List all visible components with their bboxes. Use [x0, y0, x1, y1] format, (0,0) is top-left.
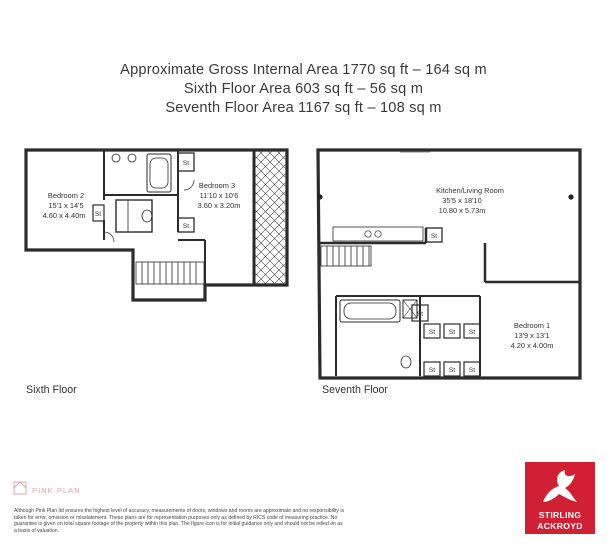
kitchen-living-name: Kitchen/Living Room: [436, 186, 504, 195]
bedroom-1-imperial: 13'9 x 13'1: [514, 331, 550, 340]
bedroom-1-name: Bedroom 1: [513, 321, 551, 330]
sixth-floor-outline: [26, 150, 287, 300]
agent-name-line2: ACKROYD: [537, 521, 583, 531]
bedroom-2-metric: 4.60 x 4.40m: [42, 211, 86, 220]
bedroom-3-imperial: 11'10 x 10'6: [199, 191, 239, 200]
storage-label: St: [428, 367, 436, 374]
seventh-floor-label: Seventh Floor: [322, 384, 388, 396]
seventh-floor-stairs: [321, 246, 371, 266]
storage-label: St: [448, 367, 456, 374]
agent-name-line1: STIRLING: [538, 510, 582, 520]
pink-plan-logo: PINK PLAN: [32, 486, 81, 495]
storage-label: St: [182, 160, 190, 167]
sixth-floor-stairs: [136, 262, 204, 284]
storage-label: St: [468, 367, 476, 374]
disclaimer-text: Although Pink Plan ltd ensures the highest level of accuracy, measurements of doors, windows and rooms are approximate and no responsibility is taken for error, omission or misstatement. These plans are for representation purposes only as defined by RICS code of measuring practice. No guarantee is given on total square footage of the property within this plan. The figure icon is for initial guidance only and should not be relied on as a basis of valuation.: [14, 508, 345, 534]
sixth-floor-area-heading: Sixth Floor Area 603 sq ft – 56 sq m: [183, 81, 424, 97]
seventh-floor-area-heading: Seventh Floor Area 1167 sq ft – 108 sq m: [165, 100, 442, 116]
gross-area-heading: Approximate Gross Internal Area 1770 sq ft – 164 sq m: [120, 62, 487, 78]
kitchen-living-imperial: 35'5 x 18'10: [442, 196, 482, 205]
storage-label: St: [430, 233, 438, 240]
sixth-floor-balcony: [254, 150, 287, 285]
bedroom-3-metric: 3.60 x 3.20m: [197, 201, 241, 210]
bedroom-2-imperial: 15'1 x 14'5: [48, 201, 84, 210]
storage-label: St: [94, 211, 102, 218]
storage-label: St: [416, 311, 424, 318]
bedroom-2-name: Bedroom 2: [47, 191, 85, 200]
bedroom-1-metric: 4.20 x 4.00m: [510, 341, 554, 350]
storage-label: St: [448, 329, 456, 336]
storage-label: St: [468, 329, 476, 336]
sixth-floor-plan: [26, 150, 287, 300]
storage-label: St: [182, 223, 190, 230]
bedroom-3-name: Bedroom 3: [198, 181, 236, 190]
storage-label: St: [428, 329, 436, 336]
kitchen-living-metric: 10.80 x 5.73m: [438, 206, 486, 215]
griffin-icon: [525, 462, 595, 510]
pink-plan-logo-icon: [14, 482, 26, 494]
sixth-floor-label: Sixth Floor: [26, 384, 77, 396]
stirling-ackroyd-logo: [525, 462, 595, 534]
